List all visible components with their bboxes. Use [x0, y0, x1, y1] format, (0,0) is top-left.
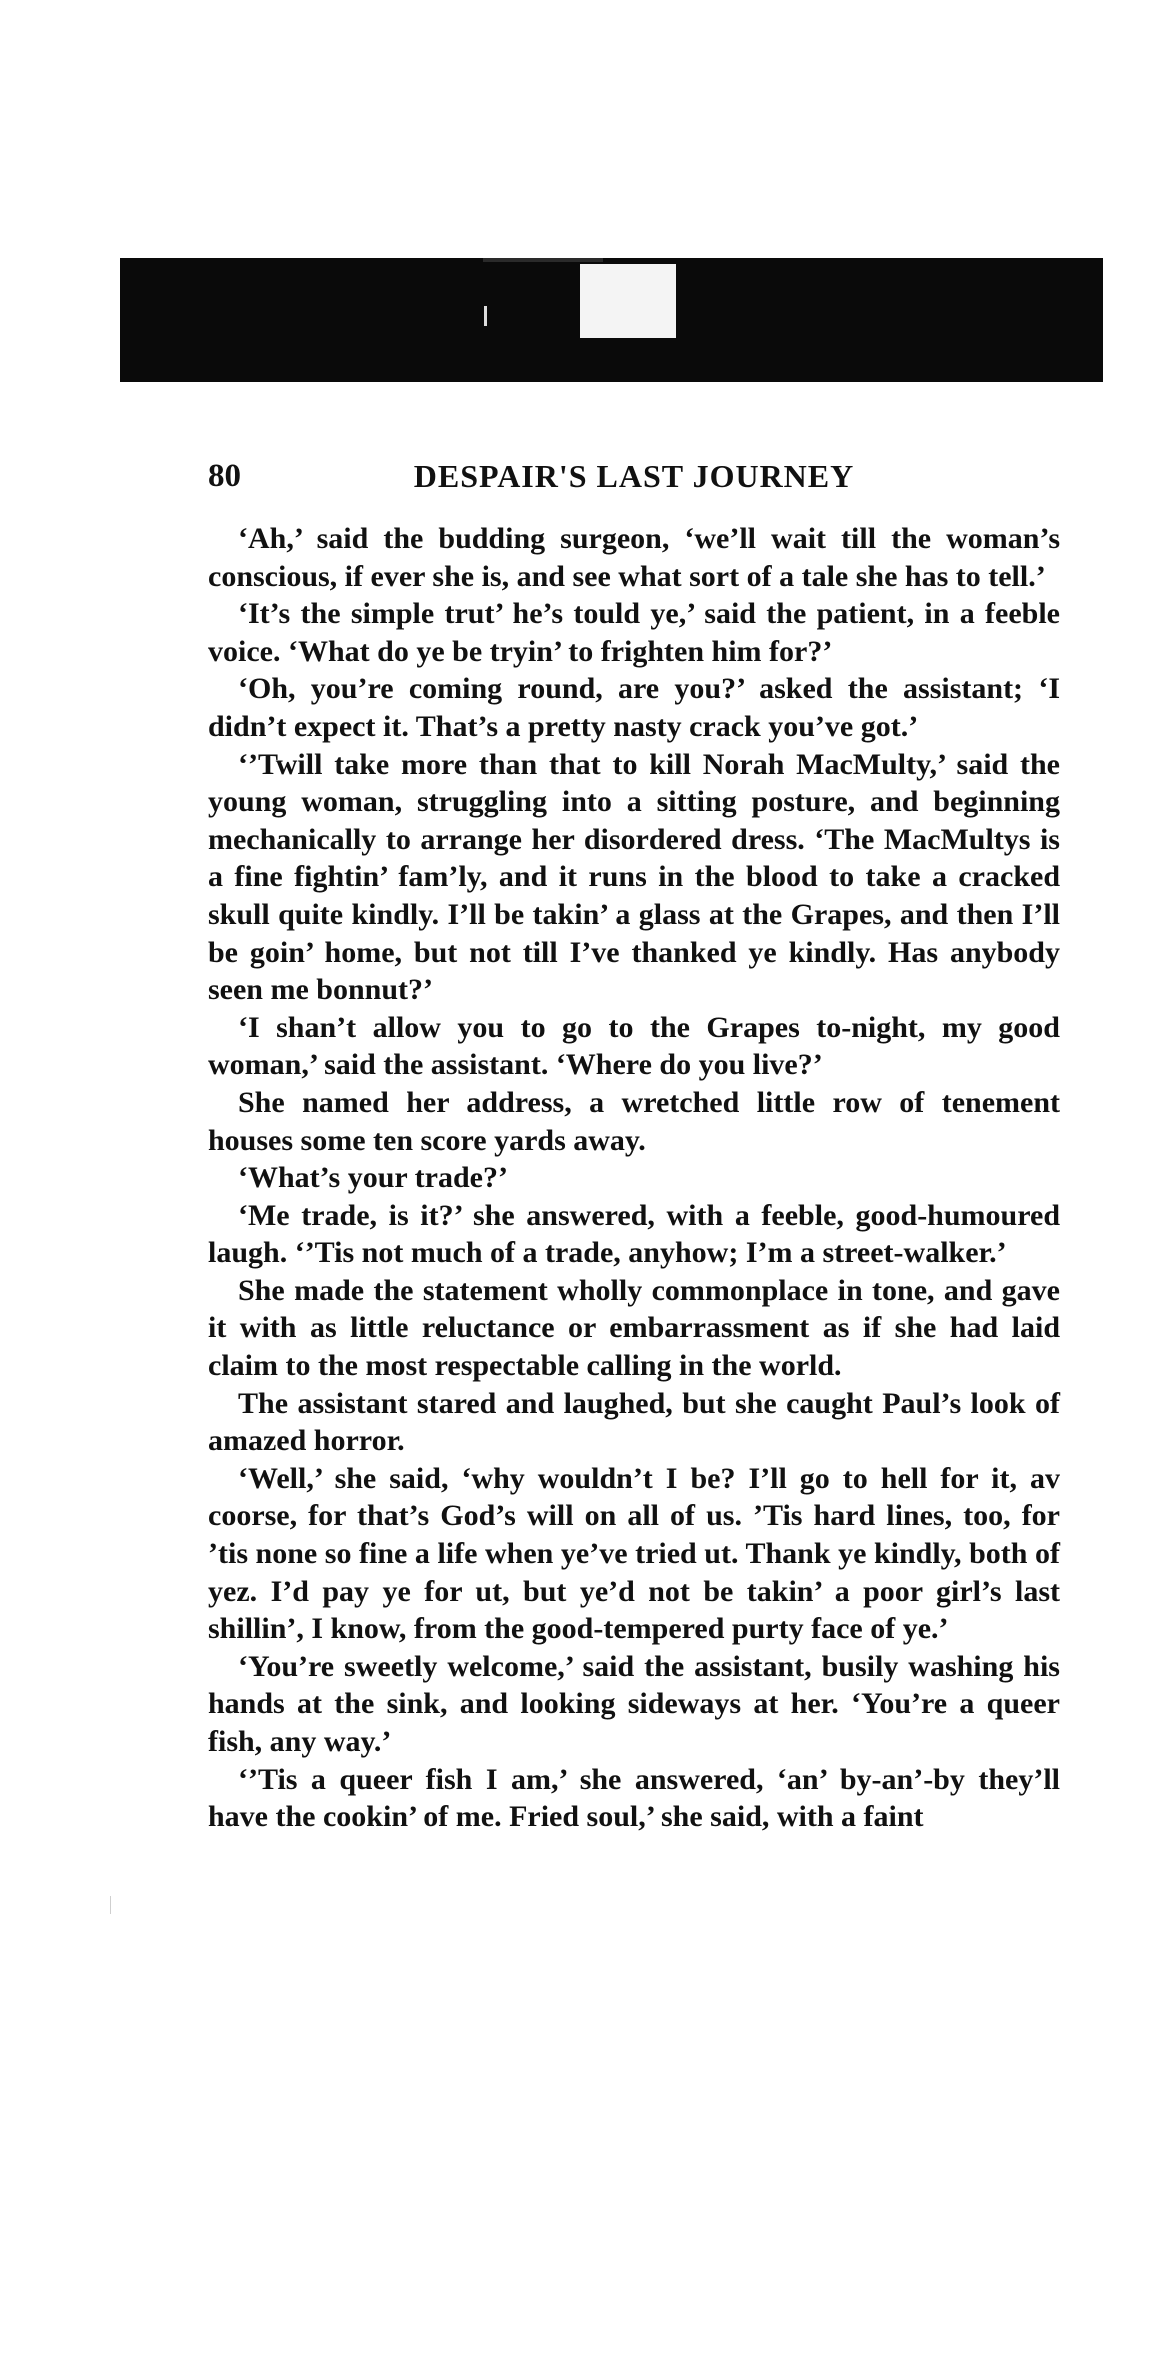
paragraph: ‘’Tis a queer fish I am,’ she answered, ‘an’ by-an’-by they’ll have the cookin’ of me. Fried soul,’ she said, with a faint: [208, 1762, 1060, 1834]
scan-bar-light-patch: [580, 264, 676, 338]
paragraph: ‘Well,’ she said, ‘why wouldn’t I be? I’ll go to hell for it, av coorse, for that’s God’s will on all of us. ’Tis hard lines, too, for ’tis none so fine a life when ye’ve tried ut. Thank ye kindly, both of yez. I’d pay ye for ut, but ye’d not be takin’ a poor girl’s last shillin’, I know, from the good-tempered purty face of ye.’: [208, 1461, 1060, 1646]
paragraph: ‘It’s the simple trut’ he’s tould ye,’ said the patient, in a feeble voice. ‘What do ye be tryin’ to frighten him for?’: [208, 597, 1060, 668]
paragraph: She made the statement wholly commonplace in tone, and gave it with as little reluctance or embarrassment as if she had laid claim to the most respectable calling in the world.: [208, 1273, 1060, 1383]
paragraph: ‘I shan’t allow you to go to the Grapes to-night, my good woman,’ said the assistant. ‘Where do you live?’: [208, 1010, 1060, 1082]
paragraph: ‘What’s your trade?’: [238, 1161, 508, 1195]
paragraph: The assistant stared and laughed, but she caught Paul’s look of amazed horror.: [208, 1386, 1060, 1458]
paragraph: ‘Me trade, is it?’ she answered, with a feeble, good-humoured laugh. ‘’Tis not much of a trade, anyhow; I’m a street-walker.’: [208, 1198, 1060, 1270]
paragraph: ‘Ah,’ said the budding surgeon, ‘we’ll wait till the woman’s conscious, if ever she is, and see what sort of a tale she has to tell.’: [208, 522, 1060, 593]
scan-border-bar: [120, 258, 1103, 382]
page-number: 80: [208, 458, 241, 494]
running-title: DESPAIR'S LAST JOURNEY: [413, 458, 855, 494]
paragraph: She named her address, a wretched little row of tenement houses some ten score yards away.: [208, 1085, 1060, 1157]
paragraph: ‘Oh, you’re coming round, are you?’ asked the assistant; ‘I didn’t expect it. That’s a pretty nasty crack you’ve got.’: [208, 672, 1060, 743]
scan-bar-tick: [484, 306, 487, 326]
page-header: [208, 458, 1060, 510]
paragraph: ‘You’re sweetly welcome,’ said the assistant, busily washing his hands at the sink, and looking sideways at her. ‘You’re a queer fish, any way.’: [208, 1649, 1060, 1758]
body-text: [208, 520, 1060, 1836]
paragraph: ‘’Twill take more than that to kill Norah MacMulty,’ said the young woman, struggling into a sitting posture, and beginning mechanically to arrange her disordered dress. ‘The MacMultys is a fine fightin’ fam’ly, and it runs in the blood to take a cracked skull quite kindly. I’ll be takin’ a glass at the Grapes, and then I’ll be goin’ home, but not till I’ve thanked ye kindly. Has anybody seen me bonnut?’: [208, 747, 1060, 1007]
margin-mark: [110, 1896, 111, 1914]
scan-bar-notch: [483, 258, 603, 262]
